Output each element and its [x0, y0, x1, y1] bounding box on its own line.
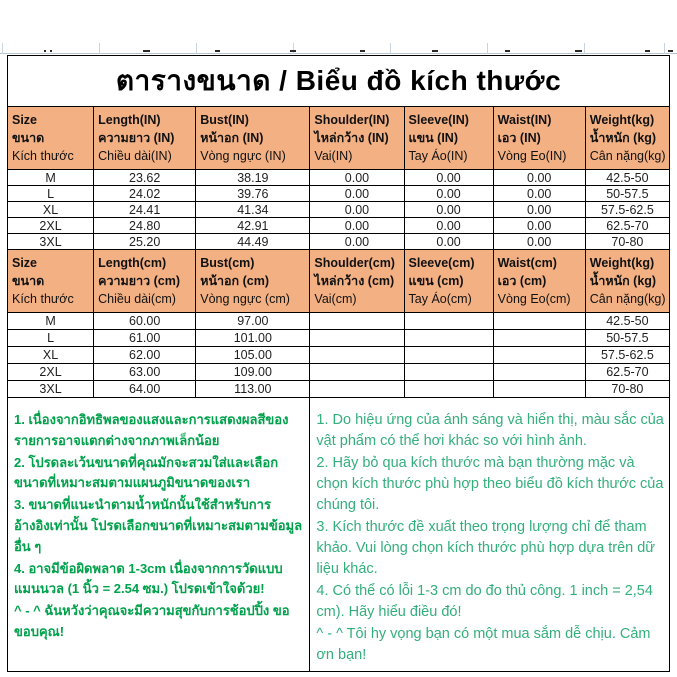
header-line-th: หน้าอก (cm) [200, 273, 269, 288]
header-row-cm [8, 250, 670, 313]
table-row [8, 234, 670, 250]
header-cell [493, 250, 585, 313]
clipped-spreadsheet-row [0, 0, 677, 54]
clipped-text-mark [575, 50, 582, 52]
clipped-text-mark [44, 50, 46, 52]
header-cell [585, 250, 669, 313]
data-cell: 24.80 [94, 218, 196, 234]
header-line-th: หน้าอก (IN) [200, 130, 264, 145]
data-cell: 0.00 [404, 170, 493, 186]
header-line-th: ความยาว (cm) [98, 273, 180, 288]
table-row [8, 170, 670, 186]
gridline-tick [664, 43, 665, 54]
table-row [8, 347, 670, 364]
data-cell [493, 347, 585, 364]
header-line-en: Weight(kg) [589, 255, 655, 270]
header-cell [8, 250, 94, 313]
header-line-en: Size [12, 255, 38, 270]
header-line-vi: Kích thước [12, 149, 74, 164]
data-cell: 41.34 [196, 202, 310, 218]
data-cell: 105.00 [196, 347, 310, 364]
data-cell: 0.00 [493, 234, 585, 250]
header-cell [196, 107, 310, 170]
table-row [8, 330, 670, 347]
table-row [8, 186, 670, 202]
header-line-en: Sleeve(cm) [408, 255, 475, 270]
header-cell [196, 250, 310, 313]
rows-cm [8, 313, 670, 398]
header-line-en: Waist(IN) [497, 112, 552, 127]
data-cell [310, 347, 404, 364]
data-cell: 0.00 [310, 202, 404, 218]
data-cell: 25.20 [94, 234, 196, 250]
header-line-th: น้ำหนัก (kg) [589, 130, 657, 145]
header-line-vi: Vai(IN) [314, 149, 353, 164]
data-cell: 0.00 [310, 234, 404, 250]
data-cell: 0.00 [404, 218, 493, 234]
data-cell: 3XL [8, 381, 94, 398]
header-line-en: Shoulder(cm) [314, 255, 395, 270]
gridline-tick [487, 43, 488, 54]
header-cell [310, 250, 404, 313]
header-cell [94, 107, 196, 170]
note-item: 1. Do hiệu ứng của ánh sáng và hiển thị, màu sắc của vật phẩm có thể hơi khác so với hình ảnh. [316, 412, 664, 450]
table-row [8, 313, 670, 330]
header-cell [8, 107, 94, 170]
header-cell [404, 107, 493, 170]
data-cell: 0.00 [493, 202, 585, 218]
data-cell [404, 330, 493, 347]
data-cell: 44.49 [196, 234, 310, 250]
header-line-vi: Tay Áo(cm) [408, 292, 472, 307]
header-line-vi: Kích thước [12, 292, 74, 307]
note-item: 4. อาจมีข้อผิดพลาด 1-3cm เนื่องจากการวัดแบบแมนนวล (1 นิ้ว = 2.54 ซม.) โปรดเข้าใจด้วย! [14, 560, 283, 597]
data-cell: 0.00 [310, 186, 404, 202]
data-cell: 0.00 [493, 218, 585, 234]
header-line-vi: Cân nặng(kg) [589, 149, 666, 164]
page-title: ตารางขนาด / Biểu đồ kích thước [8, 56, 670, 107]
header-line-vi: Vòng ngực (cm) [200, 292, 290, 307]
data-cell: XL [8, 202, 94, 218]
data-cell: 2XL [8, 218, 94, 234]
data-cell: 64.00 [94, 381, 196, 398]
header-line-th: ขนาด [12, 273, 45, 288]
note-item: ^ - ^ Tôi hy vọng bạn có một mua sắm dễ chịu. Cảm ơn bạn! [316, 626, 651, 664]
clipped-text-mark [215, 50, 220, 52]
data-cell: 97.00 [196, 313, 310, 330]
header-line-vi: Tay Áo(IN) [408, 149, 468, 164]
clipped-text-mark [290, 50, 296, 52]
gridline-tick [293, 43, 294, 54]
gridline-tick [2, 43, 3, 54]
data-cell: 60.00 [94, 313, 196, 330]
data-cell: 24.02 [94, 186, 196, 202]
data-cell: 42.91 [196, 218, 310, 234]
data-cell: 101.00 [196, 330, 310, 347]
rows-inches [8, 170, 670, 250]
data-cell: 61.00 [94, 330, 196, 347]
header-line-th: น้ำหนัก (kg) [589, 273, 657, 288]
header-line-th: ความยาว (IN) [98, 130, 175, 145]
data-cell: 0.00 [310, 218, 404, 234]
data-cell [404, 313, 493, 330]
table-row [8, 364, 670, 381]
header-line-en: Sleeve(IN) [408, 112, 469, 127]
data-cell [493, 313, 585, 330]
clipped-text-mark [360, 50, 365, 52]
data-cell: 70-80 [585, 234, 669, 250]
data-cell: 42.5-50 [585, 313, 669, 330]
data-cell: 0.00 [493, 186, 585, 202]
note-item: 3. Kích thước đề xuất theo trọng lượng chỉ để tham khảo. Vui lòng chọn kích thước phù hợp dựa trên dữ liệu khác. [316, 519, 656, 578]
table-row [8, 202, 670, 218]
data-cell: 57.5-62.5 [585, 347, 669, 364]
gridline-tick [196, 43, 197, 54]
data-cell [493, 381, 585, 398]
data-cell [404, 347, 493, 364]
header-line-en: Waist(cm) [497, 255, 557, 270]
data-cell: 0.00 [310, 170, 404, 186]
header-line-en: Weight(kg) [589, 112, 655, 127]
header-line-vi: Vòng Eo(IN) [497, 149, 567, 164]
data-cell: 2XL [8, 364, 94, 381]
header-line-en: Length(IN) [98, 112, 161, 127]
data-cell [310, 313, 404, 330]
data-cell: L [8, 186, 94, 202]
size-chart-table [7, 55, 670, 672]
data-cell: 0.00 [404, 234, 493, 250]
header-line-vi: Chiều dài(IN) [98, 149, 172, 164]
header-line-vi: Vòng ngực (IN) [200, 149, 286, 164]
table-row [8, 218, 670, 234]
data-cell: 113.00 [196, 381, 310, 398]
gridline-tick [390, 43, 391, 54]
header-line-vi: Chiều dài(cm) [98, 292, 176, 307]
gridline-tick [99, 43, 100, 54]
header-line-th: แขน (cm) [408, 273, 464, 288]
data-cell: M [8, 313, 94, 330]
notes-vietnamese [310, 398, 670, 672]
header-line-th: แขน (IN) [408, 130, 458, 145]
header-line-th: ไหล่กว้าง (cm) [314, 273, 395, 288]
data-cell: L [8, 330, 94, 347]
data-cell: 0.00 [404, 202, 493, 218]
header-line-en: Bust(cm) [200, 255, 255, 270]
data-cell [404, 381, 493, 398]
notes-thai [8, 398, 310, 672]
data-cell: 23.62 [94, 170, 196, 186]
data-cell [310, 364, 404, 381]
data-cell: 3XL [8, 234, 94, 250]
data-cell: XL [8, 347, 94, 364]
note-item: 2. Hãy bỏ qua kích thước mà bạn thường mặc và chọn kích thước phù hợp theo biểu đồ kích thước của chúng tôi. [316, 455, 664, 514]
header-row-inches [8, 107, 670, 170]
header-line-vi: Vai(cm) [314, 292, 357, 307]
gridline-tick [584, 43, 585, 54]
header-cell [493, 107, 585, 170]
data-cell [310, 330, 404, 347]
data-cell: 62.5-70 [585, 364, 669, 381]
header-line-en: Shoulder(IN) [314, 112, 390, 127]
data-cell: M [8, 170, 94, 186]
data-cell [310, 381, 404, 398]
data-cell: 50-57.5 [585, 186, 669, 202]
data-cell: 0.00 [493, 170, 585, 186]
note-item: 1. เนื่องจากอิทธิพลของแสงและการแสดงผลสีของรายการอาจแตกต่างจากภาพเล็กน้อย [14, 412, 289, 448]
header-line-en: Size [12, 112, 38, 127]
data-cell [493, 364, 585, 381]
data-cell: 109.00 [196, 364, 310, 381]
header-line-en: Bust(IN) [200, 112, 249, 127]
header-line-en: Length(cm) [98, 255, 167, 270]
data-cell: 39.76 [196, 186, 310, 202]
data-cell: 57.5-62.5 [585, 202, 669, 218]
header-cell [94, 250, 196, 313]
clipped-text-mark [505, 50, 510, 52]
data-cell: 62.00 [94, 347, 196, 364]
size-chart-sheet [7, 55, 670, 672]
clipped-text-mark [143, 50, 150, 52]
data-cell [493, 330, 585, 347]
note-item: 2. โปรดละเว้นขนาดที่คุณมักจะสวมใส่และเลือกขนาดที่เหมาะสมตามแผนภูมิขนาดของเรา [14, 454, 279, 491]
header-line-vi: Vòng Eo(cm) [497, 292, 571, 307]
data-cell: 70-80 [585, 381, 669, 398]
note-item: 3. ขนาดที่แนะนำตามน้ำหนักนั้นใช้สำหรับการอ้างอิงเท่านั้น โปรดเลือกขนาดที่เหมาะสมตามข้อมูลอื่น ๆ [14, 497, 303, 554]
data-cell: 50-57.5 [585, 330, 669, 347]
header-line-vi: Cân nặng(kg) [589, 292, 666, 307]
header-cell [404, 250, 493, 313]
note-item: ^ - ^ ฉันหวังว่าคุณจะมีความสุขกับการช้อปปิ้ง ขอขอบคุณ! [14, 603, 290, 639]
data-cell: 38.19 [196, 170, 310, 186]
header-cell [310, 107, 404, 170]
table-row [8, 381, 670, 398]
data-cell: 0.00 [404, 186, 493, 202]
clipped-text-mark [645, 50, 650, 52]
clipped-text-mark [668, 50, 673, 52]
data-cell: 24.41 [94, 202, 196, 218]
note-item: 4. Có thể có lỗi 1-3 cm do đo thủ công. 1 inch = 2,54 cm). Hãy hiểu điều đó! [316, 583, 653, 621]
header-line-th: เอว (cm) [497, 273, 547, 288]
header-line-th: ขนาด [12, 130, 45, 145]
data-cell: 42.5-50 [585, 170, 669, 186]
data-cell: 62.5-70 [585, 218, 669, 234]
header-line-th: ไหล่กว้าง (IN) [314, 130, 389, 145]
header-line-th: เอว (IN) [497, 130, 541, 145]
data-cell [404, 364, 493, 381]
data-cell: 63.00 [94, 364, 196, 381]
clipped-text-mark [432, 50, 438, 52]
header-cell [585, 107, 669, 170]
clipped-text-mark [50, 50, 52, 52]
